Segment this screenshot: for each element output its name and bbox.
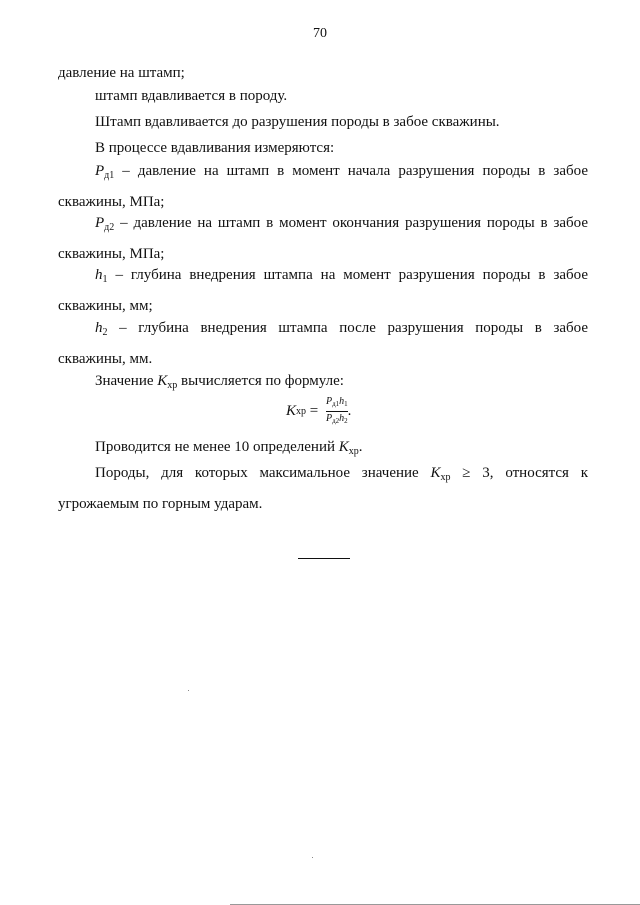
scan-speck [312,857,313,858]
paragraph-pd2-definition [58,210,588,267]
pd2-symbol: P [95,215,105,231]
paragraph-stamp-pressed: штамп вдавливается в породу. [95,88,288,104]
paragraph-kxr-formula-intro: Значение $K_{хр}$ вычисляется по формуле: [95,373,344,391]
h2-symbol: h [95,320,103,336]
paragraph-pressure-on-stamp: давление на штамп; [58,65,185,81]
h2-subscript: 2 [102,327,108,338]
formula-lhs-subscript: хр [296,406,307,417]
h1-text: – глубина внедрения штампа на момент разрушения породы в забое скважины, мм; [58,267,588,314]
formula-numerator: $P_{д1}h_1$ [325,396,348,408]
formula-fraction [326,396,348,427]
h1-symbol: h [95,267,103,283]
paragraph-number-of-determinations: Проводится не менее 10 определений $K_{хр}$. [95,439,363,457]
end-divider-line [298,558,350,559]
paragraph-h2-definition [58,315,588,372]
paragraph-rockburst-hazard: Породы, для которых максимальное значение $K_{хр} \ge 3$, относятся к угрожаемым по горным ударам. [58,465,588,512]
pd1-text: – давление на штамп в момент начала разрушения породы в забое скважины, МПа; [58,163,588,210]
formula-end-period: . [347,403,352,419]
formula-equals: = [306,403,322,419]
pd2-subscript: д2 [104,222,115,233]
kxr-formula [286,396,351,427]
paragraph-h1-definition [58,262,588,319]
kxr-symbol: K [157,373,168,389]
page-number: 70 [313,26,327,41]
pd1-subscript: д1 [104,170,115,181]
formula-lhs-symbol: K [286,403,297,419]
pd2-text: – давление на штамп в момент окончания разрушения породы в забое скважины, МПа; [58,215,588,262]
paragraph-measured-quantities: В процессе вдавливания измеряются: [95,140,335,156]
h2-text: – глубина внедрения штампа после разрушения породы в забое скважины, мм. [58,320,588,367]
fraction-bar [326,411,348,412]
formula-denominator: $P_{д2}h_2$ [325,413,348,425]
paragraph-stamp-pressed-until-failure: Штамп вдавливается до разрушения породы в забое скважины. [95,114,500,130]
h1-subscript: 1 [102,274,108,285]
paragraph-pd1-definition [58,158,588,215]
scan-speck [188,690,189,691]
pd1-symbol: P [95,163,105,179]
